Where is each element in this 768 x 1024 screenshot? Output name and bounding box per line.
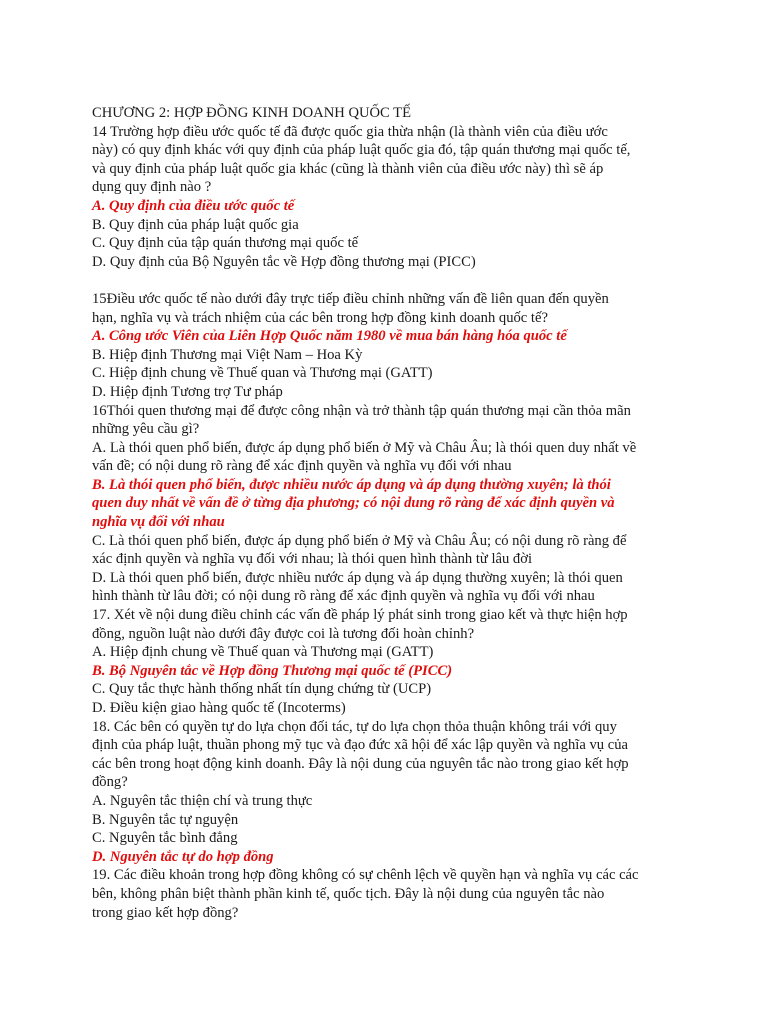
question-text-line: này) có quy định khác với quy định của pháp luật quốc gia đó, tập quán thương mại quốc tế, [92,142,631,159]
question-text-line: định của pháp luật, thuần phong mỹ tục và đạo đức xã hội để xác lập quyền và nghĩa vụ của [92,737,628,754]
question-15 [92,290,682,402]
question-text-line: và quy định của pháp luật quốc gia khác (cũng là thành viên của điều ước này) thì sẽ áp [92,160,604,177]
question-text-line: dụng quy định nào ? [92,179,212,196]
answer-option: B. Quy định của pháp luật quốc gia [92,216,299,233]
answer-option: A. Nguyên tắc thiện chí và trung thực [92,792,313,809]
question-text-line: 19. Các điều khoản trong hợp đồng không có sự chênh lệch về quyền hạn và nghĩa vụ các các [92,867,639,884]
question-text-line: 16Thói quen thương mại để được công nhận và trở thành tập quán thương mại cần thỏa mãn [92,402,631,419]
correct-answer: nghĩa vụ đối với nhau [92,514,225,531]
answer-option: hình thành từ lâu đời; có nội dung rõ ràng để xác định quyền và nghĩa vụ đối với nhau [92,588,595,605]
answer-option: A. Là thói quen phổ biến, được áp dụng phổ biến ở Mỹ và Châu Âu; là thói quen duy nhất về [92,439,637,456]
answer-option: B. Nguyên tắc tự nguyện [92,811,239,828]
correct-answer: A. Quy định của điều ước quốc tế [92,197,295,214]
correct-answer: B. Là thói quen phổ biến, được nhiều nước áp dụng và áp dụng thường xuyên; là thói [92,476,611,493]
correct-answer: A. Công ước Viên của Liên Hợp Quốc năm 1980 về mua bán hàng hóa quốc tế [92,328,567,345]
question-text-line: những yêu cầu gì? [92,421,200,438]
question-16 [92,402,682,607]
question-text-line: 14 Trường hợp điều ước quốc tế đã được quốc gia thừa nhận (là thành viên của điều ước [92,123,608,140]
answer-option: vấn đề; có nội dung rõ ràng để xác định quyền và nghĩa vụ đối với nhau [92,458,512,475]
correct-answer: quen duy nhất về vấn đề ở từng địa phương; có nội dung rõ ràng để xác định quyền và [92,495,615,512]
question-18 [92,718,682,867]
question-text-line: đồng? [92,774,128,791]
answer-option: B. Hiệp định Thương mại Việt Nam – Hoa Kỳ [92,346,363,363]
question-17 [92,606,682,718]
question-text-line: 17. Xét về nội dung điều chỉnh các vấn đề pháp lý phát sinh trong giao kết và thực hiện hợp [92,607,628,624]
question-text-line: 15Điều ước quốc tế nào dưới đây trực tiếp điều chỉnh những vấn đề liên quan đến quyền [92,290,609,307]
answer-option: C. Quy tắc thực hành thống nhất tín dụng chứng từ (UCP) [92,681,432,698]
question-14 [92,123,682,272]
correct-answer: D. Nguyên tắc tự do hợp đồng [92,848,274,865]
answer-option: C. Là thói quen phổ biến, được áp dụng phổ biến ở Mỹ và Châu Âu; có nội dung rõ ràng để [92,532,627,549]
question-text-line: các bên trong hoạt động kinh doanh. Đây là nội dung của nguyên tắc nào trong giao kết hợp [92,755,629,772]
answer-option: xác định quyền và nghĩa vụ đối với nhau; là thói quen hình thành từ lâu đời [92,551,533,568]
question-text-line: đồng, nguồn luật nào dưới đây được coi là tương đối hoàn chỉnh? [92,625,475,642]
answer-option: D. Điều kiện giao hàng quốc tế (Incoterms) [92,700,346,716]
answer-option: C. Nguyên tắc bình đẳng [92,830,238,847]
answer-option: D. Hiệp định Tương trợ Tư pháp [92,383,283,400]
blank-line [92,271,682,290]
question-text-line: trong giao kết hợp đồng? [92,904,239,921]
chapter-title: CHƯƠNG 2: HỢP ĐỒNG KINH DOANH QUỐC TẾ [92,105,412,121]
question-19 [92,866,682,922]
answer-option: D. Là thói quen phổ biến, được nhiều nước áp dụng và áp dụng thường xuyên; là thói quen [92,569,623,586]
answer-option: D. Quy định của Bộ Nguyên tắc về Hợp đồng thương mại (PICC) [92,253,476,270]
answer-option: C. Hiệp định chung về Thuế quan và Thương mại (GATT) [92,365,433,382]
document-body [92,104,682,922]
correct-answer: B. Bộ Nguyên tắc về Hợp đồng Thương mại quốc tế (PICC) [92,662,453,679]
question-text-line: 18. Các bên có quyền tự do lựa chọn đối tác, tự do lựa chọn thỏa thuận không trái với quy [92,718,617,735]
question-text-line: hạn, nghĩa vụ và trách nhiệm của các bên trong hợp đồng kinh doanh quốc tế? [92,309,548,326]
answer-option: C. Quy định của tập quán thương mại quốc tế [92,235,359,252]
answer-option: A. Hiệp định chung về Thuế quan và Thương mại (GATT) [92,644,434,661]
question-text-line: bên, không phân biệt thành phần kinh tế, quốc tịch. Đây là nội dung của nguyên tắc nào [92,885,605,902]
